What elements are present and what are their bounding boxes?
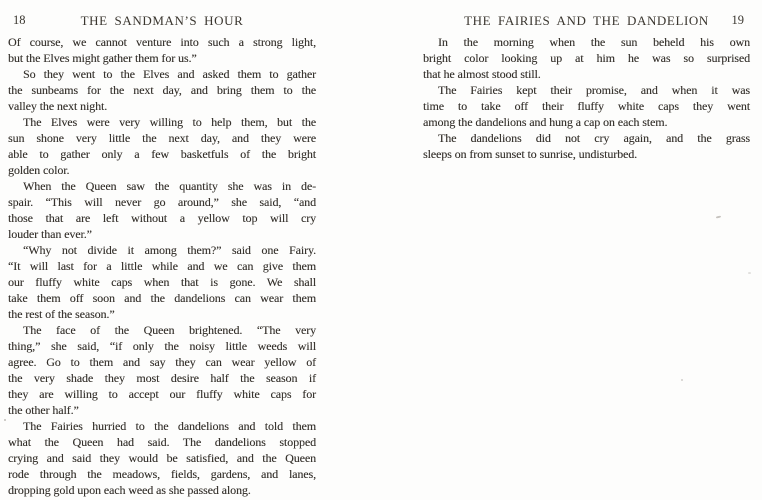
text-line: In the morning when the sun beheld his own xyxy=(438,35,750,49)
text-line: our fluffy white caps when that is gone. We shall xyxy=(8,275,316,289)
text-line: Of course, we cannot venture into such a strong light, xyxy=(8,35,316,49)
page-number-left: 18 xyxy=(13,13,26,27)
text-line: the other half.” xyxy=(8,403,79,417)
text-line: the rest of the season.” xyxy=(8,307,115,321)
scan-speck xyxy=(4,419,6,421)
text-line: but the Elves might gather them for us.” xyxy=(8,51,197,65)
scan-speck xyxy=(681,379,683,381)
text-line: louder than ever.” xyxy=(8,227,92,241)
page-body-left xyxy=(8,34,316,498)
text-line: When the Queen saw the quantity she was in de- xyxy=(23,179,316,193)
text-line: valley the next night. xyxy=(8,99,108,113)
page-number-right: 19 xyxy=(731,13,744,27)
text-line: The Fairies kept their promise, and when it was xyxy=(438,83,750,97)
text-line: spair. “This will never go around,” she said, “and xyxy=(8,195,316,209)
text-line: sun shone very little the next day, and they were xyxy=(8,131,316,145)
text-line: The face of the Queen brightened. “The very xyxy=(23,323,316,337)
text-line: that he almost stood still. xyxy=(423,67,541,81)
scan-speck xyxy=(748,272,751,274)
text-line: thing,” she said, “if only the noisy little weeds will xyxy=(8,339,316,353)
text-line: those that are left without a yellow top will cry xyxy=(8,211,316,225)
text-line: they are willing to accept our fluffy white caps for xyxy=(8,387,316,401)
text-line: dropping gold upon each weed as she passed along. xyxy=(8,483,251,497)
text-line: So they went to the Elves and asked them to gather xyxy=(23,67,316,81)
text-line: among the dandelions and hung a cap on each stem. xyxy=(423,115,668,129)
text-line: able to gather only a few basketfuls of the bright xyxy=(8,147,316,161)
text-line: golden color. xyxy=(8,163,70,177)
page-body-right xyxy=(423,34,750,162)
text-line: “Why not divide it among them?” said one Fairy. xyxy=(23,243,316,257)
running-title-left: THE SANDMAN’S HOUR xyxy=(80,13,244,28)
text-line: The dandelions did not cry again, and the grass xyxy=(438,131,750,145)
text-line: the very shade they most desire half the season if xyxy=(8,371,316,385)
text-line: the sunbeams for the next day, and bring them to the xyxy=(8,83,316,97)
text-line: sleeps on from sunset to sunrise, undisturbed. xyxy=(423,147,638,161)
text-line: time to take off their fluffy white caps they went xyxy=(423,99,750,113)
text-line: crying and said they would be satisfied, and the Queen xyxy=(8,451,316,465)
text-line: take them off soon and the dandelions can wear them xyxy=(8,291,316,305)
text-line: what the Queen had said. The dandelions stopped xyxy=(8,435,316,449)
text-line: The Fairies hurried to the dandelions and told them xyxy=(23,419,316,433)
running-title-right: THE FAIRIES AND THE DANDELION xyxy=(464,13,709,28)
text-line: agree. Go to them and say they can wear yellow of xyxy=(8,355,316,369)
text-line: bright color looking up at him he was so surprised xyxy=(423,51,750,65)
text-line: rode through the meadows, fields, gardens, and lanes, xyxy=(8,467,316,481)
text-line: “It will last for a little while and we can give them xyxy=(8,259,316,273)
scan-speck xyxy=(716,215,721,218)
text-line: The Elves were very willing to help them, but the xyxy=(23,115,316,129)
